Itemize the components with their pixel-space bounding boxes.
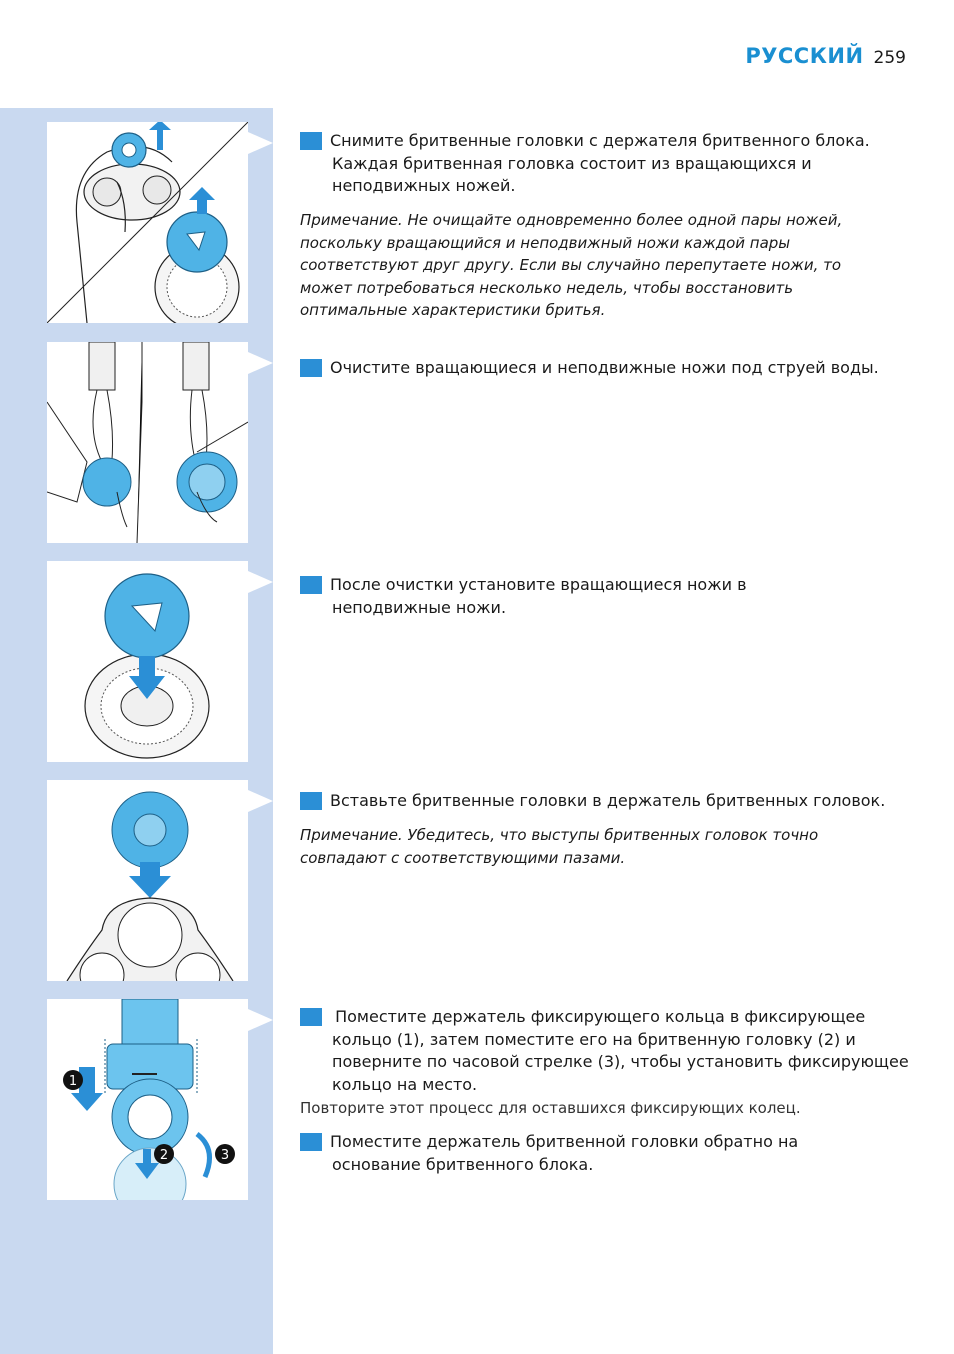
- step-text: Поместите держатель бритвенной головки обратно на основание бритвенного блока.: [330, 1132, 799, 1174]
- note-step6: Примечание. Убедитесь, что выступы бритвенных головок точно совпадают с соответствующими пазами.: [300, 826, 819, 867]
- step7-repeat-text: Повторите этот процесс для оставшихся фиксирующих колец.: [300, 1099, 801, 1117]
- illustration-rinse: [47, 342, 248, 543]
- pointer-step7: [248, 1009, 273, 1031]
- step-7: [290, 1006, 922, 1096]
- callout-3: 3: [220, 1148, 230, 1163]
- step-text: Снимите бритвенные головки с держателя бритвенного блока. Каждая бритвенная головка состоит из вращающихся и неподвижных ножей.: [330, 131, 870, 195]
- step-number-badge: 7: [300, 1008, 322, 1026]
- callout-1: 1: [68, 1074, 78, 1089]
- step-6: [290, 790, 942, 813]
- step-number-badge: 4: [300, 359, 322, 377]
- pointer-step4: [248, 352, 273, 374]
- pointer-step3: [248, 132, 273, 154]
- language-heading: РУССКИЙ: [745, 44, 864, 68]
- step-number-badge: 8: [300, 1133, 322, 1151]
- illustration-remove-heads: [47, 122, 248, 323]
- step-text: Вставьте бритвенные головки в держатель бритвенных головок.: [330, 791, 886, 810]
- illustration-insert-cutter: [47, 561, 248, 762]
- pointer-step6: [248, 790, 273, 812]
- step-text: Очистите вращающиеся и неподвижные ножи под струей воды.: [330, 358, 879, 377]
- step-number-badge: 6: [300, 792, 322, 810]
- step-text: После очистки установите вращающиеся ножи в неподвижные ножи.: [330, 575, 747, 617]
- step-text: Поместите держатель фиксирующего кольца в фиксирующее кольцо (1), затем поместите его на бритвенную головку (2) и поверните по часовой стрелке (3), чтобы установить фиксирующее кольцо на место.: [330, 1007, 909, 1094]
- callout-2: 2: [159, 1148, 169, 1163]
- page-number: 259: [873, 48, 906, 68]
- step-5: [290, 574, 802, 619]
- illustration-heads-into-holder: [47, 780, 248, 981]
- page-header: [745, 44, 906, 68]
- note-step3: Примечание. Не очищайте одновременно более одной пары ножей, поскольку вращающийся и неподвижный ножи каждой пары соответствуют друг другу. Если вы случайно перепутаете ножи, то может потребоваться несколько недель, чтобы восстановить оптимальные характеристики бритья.: [300, 211, 843, 319]
- step-number-badge: 5: [300, 576, 322, 594]
- step-3: [290, 130, 922, 198]
- step-4: [290, 357, 942, 380]
- illustration-retaining-ring: [47, 999, 248, 1200]
- step-8: [290, 1131, 892, 1176]
- pointer-step5: [248, 571, 273, 593]
- step-number-badge: 3: [300, 132, 322, 150]
